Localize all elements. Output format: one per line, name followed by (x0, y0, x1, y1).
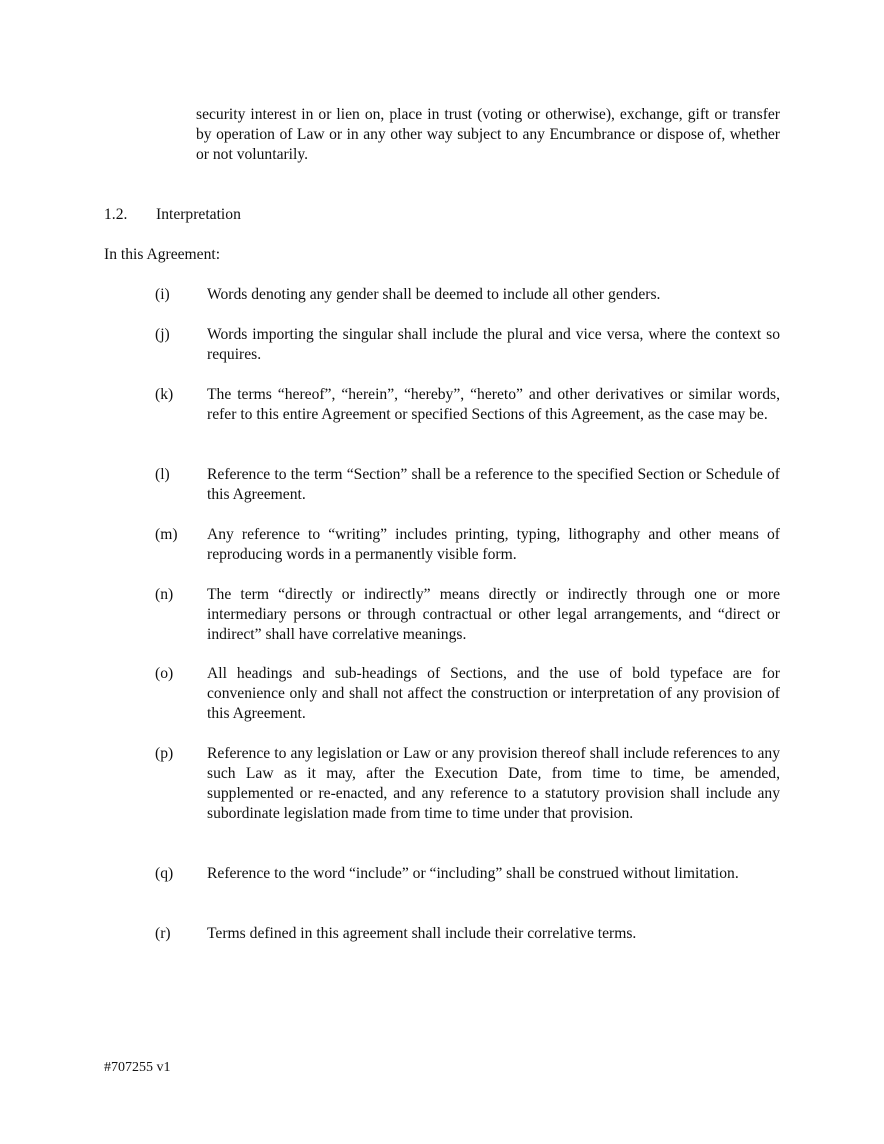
section-heading (104, 205, 504, 225)
item-label: (o) (155, 665, 174, 682)
list-item (155, 924, 780, 944)
list-item (155, 864, 780, 884)
item-text: The terms “hereof”, “herein”, “hereby”, “hereto” and other derivatives or similar words, refer to this entire Agreement or specified Sections of this Agreement, as the case may be. (207, 386, 780, 423)
item-text: The term “directly or indirectly” means directly or indirectly through one or more intermediary persons or through contractual or other legal arrangements, and “direct or indirect” shall have correlative meanings. (207, 586, 780, 643)
item-text: Words denoting any gender shall be deemed to include all other genders. (207, 286, 661, 303)
continuation-paragraph: security interest in or lien on, place in trust (voting or otherwise), exchange, gift or transfer by operation of Law or in any other way subject to any Encumbrance or dispose of, whether or not voluntarily. (196, 106, 780, 163)
item-label: (n) (155, 586, 174, 603)
list-item (155, 744, 780, 824)
item-text: Terms defined in this agreement shall include their correlative terms. (207, 925, 637, 942)
list-item (155, 385, 780, 425)
list-item (155, 325, 780, 365)
list-item (155, 585, 780, 645)
item-text: Words importing the singular shall include the plural and vice versa, where the context so requires. (207, 326, 780, 363)
item-text: Reference to the term “Section” shall be a reference to the specified Section or Schedule of this Agreement. (207, 466, 780, 503)
document-id-footer: #707255 v1 (104, 1060, 171, 1075)
item-text: All headings and sub-headings of Sections, and the use of bold typeface are for convenience only and shall not affect the construction or interpretation of any provision of this Agreement. (207, 665, 780, 722)
list-item (155, 285, 780, 305)
item-label: (m) (155, 526, 178, 543)
item-label: (l) (155, 466, 170, 483)
item-label: (i) (155, 286, 170, 303)
list-item (155, 664, 780, 724)
item-text: Reference to any legislation or Law or any provision thereof shall include references to any such Law as it may, after the Execution Date, from time to time, be amended, supplemented or re-enacted, and any reference to a statutory provision shall include any subordinate legislation made from time to time under that provision. (207, 745, 780, 822)
intro-text: In this Agreement: (104, 246, 221, 263)
item-label: (j) (155, 326, 170, 343)
list-item (155, 465, 780, 505)
section-number: 1.2. (104, 206, 128, 223)
item-text: Any reference to “writing” includes printing, typing, lithography and other means of reproducing words in a permanently visible form. (207, 526, 780, 563)
item-label: (q) (155, 865, 174, 882)
list-item (155, 525, 780, 565)
item-label: (r) (155, 925, 171, 942)
item-label: (p) (155, 745, 174, 762)
section-title: Interpretation (156, 206, 241, 223)
item-text: Reference to the word “include” or “including” shall be construed without limitation. (207, 865, 739, 882)
item-label: (k) (155, 386, 174, 403)
